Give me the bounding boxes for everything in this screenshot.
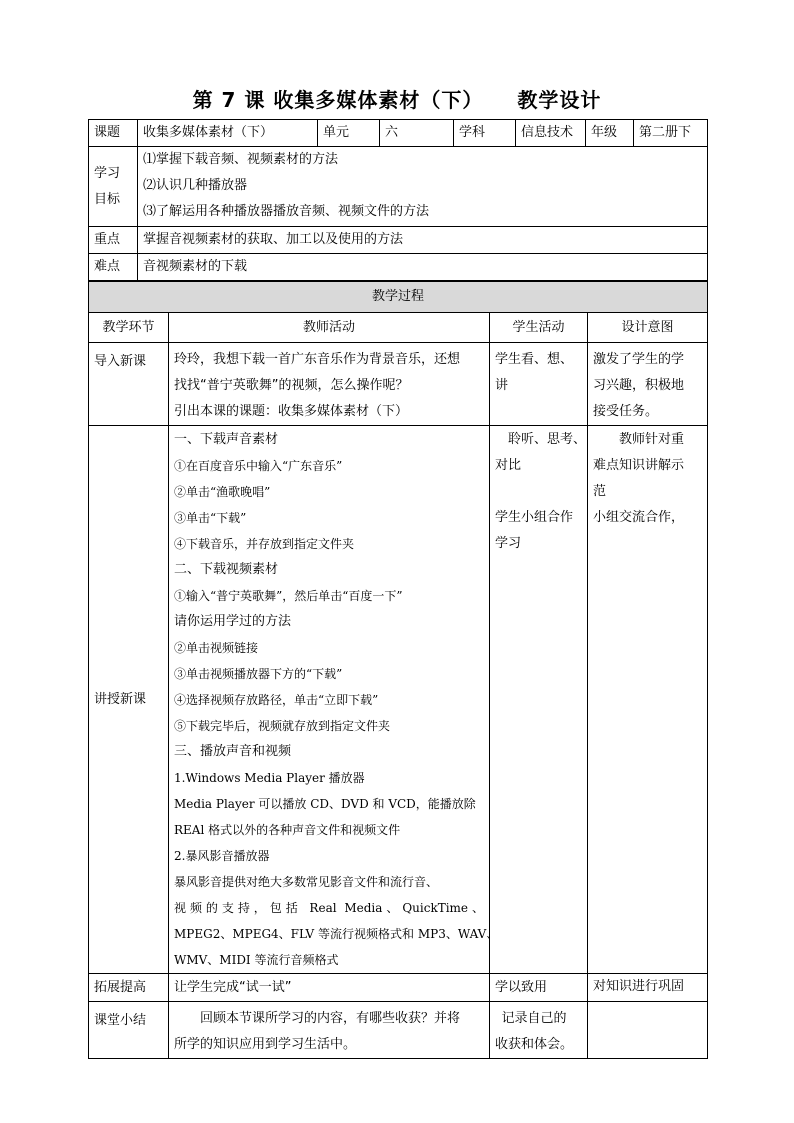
text-line: 暴风影音提供对绝大多数常见影音文件和流行音、: [174, 875, 439, 889]
text-line: 2.暴风影音播放器: [174, 849, 270, 863]
text-line: 学生看、想、: [495, 352, 574, 367]
text-line: 难点知识讲解示: [593, 458, 685, 473]
grade-label: 年级: [586, 120, 634, 147]
grade-value: 第二册下: [634, 120, 708, 147]
table-row: [89, 974, 708, 1002]
text-line: Media Player 可以播放 CD、DVD 和 VCD，能播放除: [174, 797, 476, 811]
key-point-label: 重点: [89, 227, 138, 254]
table-row: [89, 343, 708, 426]
step-item: ④下载音乐，并存放到指定文件夹: [174, 537, 355, 551]
teacher-activity-extend: 让学生完成“试一试”: [169, 974, 490, 1002]
title-suffix: 教学设计: [517, 88, 602, 112]
text-line: 对比: [495, 458, 522, 473]
text-line: 学习: [495, 536, 522, 551]
student-activity-intro: [490, 343, 588, 426]
objectives-label-line-2: 目标: [94, 191, 121, 207]
text-line: 小组交流合作，: [593, 510, 685, 525]
section-heading: 二、下载视频素材: [174, 562, 279, 577]
teaching-process-table: [88, 281, 708, 1059]
step-item: 请你运用学过的方法: [174, 614, 292, 629]
text-line: 找找“普宁英歌舞”的视频，怎么操作呢？: [174, 378, 409, 393]
step-item: ②单击视频链接: [174, 641, 259, 655]
stage-teach: 讲授新课: [89, 426, 169, 974]
key-point-value: 掌握音视频素材的获取、加工以及使用的方法: [138, 227, 708, 254]
design-intent-intro: [588, 343, 708, 426]
text-line: 讲: [495, 378, 509, 393]
objectives-label-line-1: 学习: [94, 165, 121, 181]
difficulty-value: 音视频素材的下载: [138, 254, 708, 281]
table-row: [89, 1002, 708, 1059]
objective-item: ⑵认识几种播放器: [143, 178, 248, 193]
step-item: ②单击“渔歌晚唱”: [174, 485, 271, 499]
text-line: WMV、MIDI 等流行音频格式: [174, 953, 339, 967]
teacher-activity-teach: [169, 426, 499, 974]
step-item: ①在百度音乐中输入“广东音乐”: [174, 459, 343, 473]
step-item: ③单击视频播放器下方的“下载”: [174, 667, 343, 681]
text-line: 激发了学生的学: [593, 352, 685, 367]
step-item: ③单击“下载”: [174, 511, 247, 525]
text-line: 回顾本节课所学习的内容，有哪些收获？并将: [200, 1011, 461, 1026]
text-line: MPEG2、MPEG4、FLV 等流行视频格式和 MP3、WAV、: [174, 927, 499, 941]
text-line: 引出本课的课题：收集多媒体素材（下）: [174, 404, 409, 419]
design-intent-extend: 对知识进行巩固: [588, 974, 708, 1002]
subject-label: 学科: [454, 120, 516, 147]
column-header-student: 学生活动: [490, 313, 588, 343]
text-line: 接受任务。: [593, 404, 659, 419]
difficulty-label: 难点: [89, 254, 138, 281]
text-line: 范: [593, 484, 607, 499]
text-line: [495, 479, 582, 505]
text-line: 聆听、思考、: [508, 432, 587, 447]
table-row: [89, 426, 708, 974]
text-line: 学生小组合作: [495, 510, 574, 525]
section-heading: 三、播放声音和视频: [174, 744, 292, 759]
text-line: 玲玲，我想下载一首广东音乐作为背景音乐，还想: [174, 352, 461, 367]
title-main: 第 7 课 收集多媒体素材（下）: [192, 88, 484, 112]
objective-item: ⑶了解运用各种播放器播放音频、视频文件的方法: [143, 204, 430, 219]
process-heading: 教学过程: [89, 282, 708, 313]
text-line: 习兴趣，积极地: [593, 378, 685, 393]
student-activity-teach: [490, 426, 588, 974]
teacher-activity-intro: [169, 343, 490, 426]
text-line: 收获和体会。: [495, 1037, 574, 1052]
topic-label: 课题: [89, 120, 138, 147]
column-header-teacher: 教师活动: [169, 313, 490, 343]
text-line: 1.Windows Media Player 播放器: [174, 771, 365, 785]
design-intent-summary: [588, 1002, 708, 1059]
teacher-activity-summary: [169, 1002, 490, 1059]
section-heading: 一、下载声音素材: [174, 432, 279, 447]
student-activity-summary: [490, 1002, 588, 1059]
step-item: ①输入“普宁英歌舞”，然后单击“百度一下”: [174, 589, 403, 603]
objectives-label: [89, 147, 138, 227]
topic-value: 收集多媒体素材（下）: [138, 120, 318, 147]
stage-summary: 课堂小结: [89, 1002, 169, 1059]
unit-value: 六: [380, 120, 454, 147]
objective-item: ⑴掌握下载音频、视频素材的方法: [143, 152, 339, 167]
text-line: 视频的支持，包括 Real Media、QuickTime、: [174, 901, 484, 915]
text-line: 所学的知识应用到学习生活中。: [174, 1037, 357, 1052]
document-title: [0, 84, 794, 113]
column-header-stage: 教学环节: [89, 313, 169, 343]
text-line: 记录自己的: [501, 1011, 567, 1026]
objectives-content: [138, 147, 708, 227]
subject-value: 信息技术: [516, 120, 586, 147]
student-activity-extend: 学以致用: [490, 974, 588, 1002]
unit-label: 单元: [318, 120, 380, 147]
column-header-intent: 设计意图: [588, 313, 708, 343]
stage-intro: 导入新课: [89, 343, 169, 426]
stage-extend: 拓展提高: [89, 974, 169, 1002]
text-line: REAl 格式以外的各种声音文件和视频文件: [174, 823, 401, 837]
lesson-info-table: [88, 119, 708, 281]
step-item: ④选择视频存放路径，单击“立即下载”: [174, 693, 379, 707]
step-item: ⑤下载完毕后，视频就存放到指定文件夹: [174, 719, 391, 733]
text-line: 教师针对重: [619, 432, 685, 447]
design-intent-teach: [588, 426, 708, 974]
